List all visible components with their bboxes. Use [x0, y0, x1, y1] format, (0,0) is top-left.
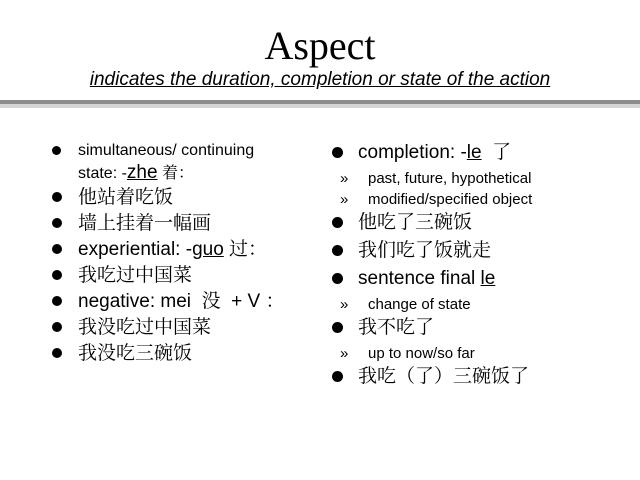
- aspect-marker: guo: [192, 239, 224, 260]
- raquo-icon: »: [340, 191, 349, 208]
- aspect-marker: le: [466, 142, 482, 163]
- item-text: completion: -: [358, 142, 467, 163]
- item-text: sentence final: [358, 268, 481, 289]
- divider-shadow: [0, 104, 640, 108]
- example-sentence: 我没吃过中国菜: [78, 317, 212, 338]
- bullet-icon: [52, 146, 61, 155]
- list-item: [52, 211, 292, 237]
- list-item: [52, 289, 292, 315]
- bullet-icon: [332, 371, 343, 382]
- sub-item-text: past, future, hypothetical: [368, 170, 532, 187]
- sub-item-text: up to now/so far: [368, 345, 475, 362]
- page-title: Aspect: [264, 23, 376, 68]
- bullet-icon: [332, 273, 343, 284]
- item-text: 过：: [223, 239, 268, 260]
- example-sentence: 他吃了三碗饭: [358, 212, 473, 233]
- list-item: [332, 364, 632, 390]
- list-item: [52, 185, 292, 211]
- list-item: [52, 341, 292, 367]
- list-item: [332, 238, 632, 264]
- list-item: [52, 140, 292, 185]
- item-text: negative: mei 没 + V ：: [78, 291, 285, 312]
- aspect-marker: zhe: [126, 162, 158, 183]
- bullet-icon: [332, 322, 343, 333]
- sub-item: [340, 168, 632, 189]
- sub-item: [340, 189, 632, 210]
- sub-item-text: change of state: [368, 296, 471, 313]
- sub-item-text: modified/specified object: [368, 191, 533, 208]
- right-column: [332, 140, 632, 392]
- example-sentence: 墙上挂着一幅画: [78, 213, 212, 234]
- list-item: [332, 210, 632, 236]
- list-item: [52, 263, 292, 289]
- bullet-icon: [52, 348, 62, 358]
- list-item: [52, 237, 292, 263]
- example-sentence: 我不吃了: [358, 317, 435, 338]
- sub-item: [340, 294, 632, 315]
- raquo-icon: »: [340, 296, 349, 313]
- page-subtitle: indicates the duration, completion or state of the action: [89, 69, 551, 90]
- bullet-icon: [52, 270, 62, 280]
- example-sentence: 我们吃了饭就走: [358, 240, 492, 261]
- bullet-icon: [52, 296, 62, 306]
- list-item: [332, 140, 632, 166]
- bullet-icon: [332, 147, 343, 158]
- example-sentence: 他站着吃饭: [78, 187, 174, 208]
- bullet-icon: [332, 245, 343, 256]
- sub-item: [340, 343, 632, 364]
- bullet-icon: [52, 192, 62, 202]
- example-sentence: 我没吃三碗饭: [78, 343, 193, 364]
- left-column: [52, 140, 292, 367]
- bullet-icon: [332, 217, 343, 228]
- raquo-icon: »: [340, 345, 349, 362]
- example-sentence: 我吃过中国菜: [78, 265, 193, 286]
- item-text: 着：: [157, 165, 194, 182]
- item-text: 了: [481, 142, 512, 163]
- bullet-icon: [52, 244, 62, 254]
- bullet-icon: [52, 322, 62, 332]
- list-item: [332, 315, 632, 341]
- list-item: [52, 315, 292, 341]
- example-sentence: 我吃（了）三碗饭了: [358, 366, 530, 387]
- item-text: experiential: -: [78, 239, 193, 260]
- aspect-marker: le: [480, 268, 496, 289]
- raquo-icon: »: [340, 170, 349, 187]
- list-item: [332, 266, 632, 292]
- bullet-icon: [52, 218, 62, 228]
- item-text: simultaneous/ continuing state: -: [78, 142, 255, 182]
